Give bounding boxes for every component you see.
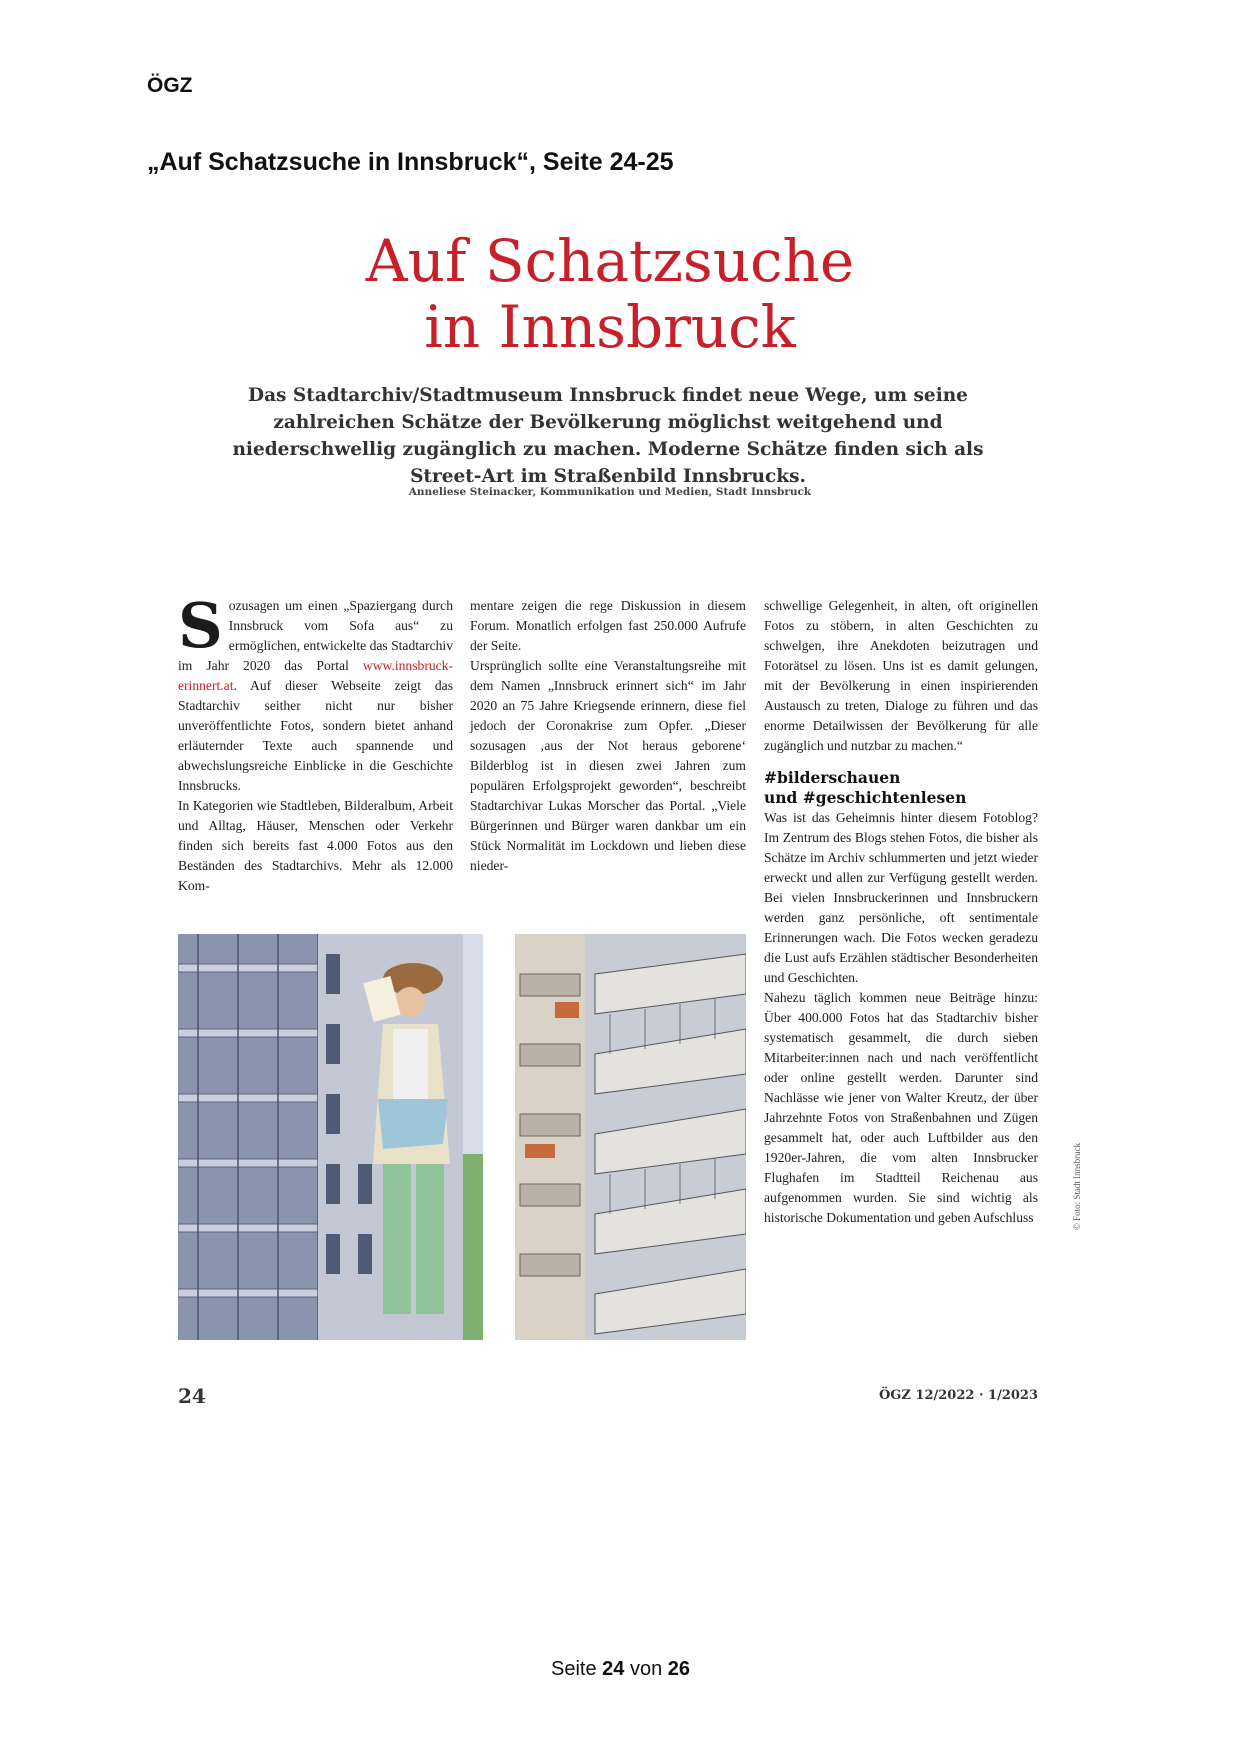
- photo-credit: © Foto: Stadt Innsbruck: [1072, 1142, 1082, 1230]
- footer-prefix: Seite: [550, 1658, 603, 1680]
- article-title-line-2: in Innsbruck: [424, 293, 796, 361]
- balconies-photo-graphic: [515, 934, 746, 1340]
- paragraph: Was ist das Geheimnis hinter diesem Fotoblog? Im Zentrum des Blogs stehen Fotos, die bisher als Schätze im Archiv schlummerten und jetzt wieder erweckt und allen zur Verfügung gestellt werden. Bei vielen Innsbruckerinnen und Innsbruckern werden ganz persönliche, oft sentimentale Erinnerungen wach. Die Fotos wecken geradezu die Lust aufs Erzählen städtischer Besonderheiten und Geschichten.: [764, 810, 1038, 985]
- footer-current-page: 24: [602, 1658, 625, 1680]
- article-column-1: [178, 589, 453, 896]
- text-run: ozusagen um einen „Spaziergang durch Innsbruck vom Sofa aus“ zu ermöglichen, entwickelte das Stadtarchiv im Jahr 2020 das Portal: [178, 598, 453, 673]
- document-page-footer: [0, 1658, 1241, 1681]
- footer-middle: von: [624, 1658, 668, 1680]
- mural-photo-graphic: [178, 934, 483, 1340]
- article-byline: Anneliese Steinacker, Kommunikation und Medien, Stadt Innsbruck: [408, 486, 812, 498]
- article-column-3: [764, 596, 1038, 1228]
- document-section-title: „Auf Schatzsuche in Innsbruck“, Seite 24-25: [147, 148, 674, 176]
- subheading-line-1: #bilderschauen: [764, 768, 901, 787]
- article-title: [200, 228, 1020, 360]
- paragraph: In Kategorien wie Stadtleben, Bilderalbum, Arbeit und Alltag, Häuser, Menschen oder Verkehr finden sich bereits fast 4.000 Fotos aus den Beständen des Stadtarchivs. Mehr als 12.000 Kom-: [178, 798, 453, 893]
- paragraph: mentare zeigen die rege Diskussion in diesem Forum. Monatlich erfolgen fast 250.000 Aufrufe der Seite.: [470, 598, 746, 653]
- text-run: . Auf dieser Webseite zeigt das Stadtarchiv seither nicht nur bisher unveröffentlichte Fotos, sondern bietet anhand erläuternder Texte auch spannende und abwechslungsreiche Einblicke in die Geschichte Innsbrucks.: [178, 678, 453, 793]
- drop-cap: S: [178, 589, 223, 662]
- mural-photo: [178, 934, 483, 1340]
- paragraph: Ursprünglich sollte eine Veranstaltungsreihe mit dem Namen „Innsbruck erinnert sich“ im Jahr 2020 an 75 Jahre Kriegsende erinnern, diese fiel jedoch der Coronakrise zum Opfer. „Dieser sozusagen ‚aus der Not heraus geborene‘ Bilderblog ist in diesen zwei Jahren zum populären Erfolgsprojekt geworden“, beschreibt Stadtarchivar Lukas Morscher das Portal. „Viele Bürgerinnen und Bürger waren dankbar um ein Stück Normalität im Lockdown und lieben diese nieder-: [470, 658, 746, 873]
- magazine-issue: ÖGZ 12/2022 · 1/2023: [878, 1388, 1038, 1403]
- paragraph: Nahezu täglich kommen neue Beiträge hinzu: Über 400.000 Fotos hat das Stadtarchiv bisher systematisch gesammelt, die durch sieben Mitarbeiter:innen nach und nach veröffentlicht oder online gestellt werden. Darunter sind Nachlässe wie jener von Walter Kreutz, der über Jahrzehnte Fotos von Straßenbahnen und Zügen gesammelt hat, oder auch Luftbilder aus den 1920er-Jahren, die vom alten Innsbrucker Flughafen im Stadtteil Reichenau aus aufgenommen wurden. Sie sind wichtig als historische Dokumentation und geben Aufschluss: [764, 990, 1038, 1225]
- portal-link[interactable]: www.innsbruck-erinnert.at: [178, 658, 453, 693]
- section-subheading: [764, 768, 1038, 808]
- magazine-page-number: 24: [178, 1384, 206, 1408]
- paragraph: [178, 589, 453, 796]
- subheading-line-2: und #geschichtenlesen: [764, 788, 967, 807]
- document-header-label: ÖGZ: [147, 74, 193, 97]
- article-lead: Das Stadtarchiv/Stadtmuseum Innsbruck findet neue Wege, um seine zahlreichen Schätze der Bevölkerung möglichst weitgehend und niederschwellig zugänglich zu machen. Moderne Schätze finden sich als Street-Art im Straßenbild Innsbrucks.: [232, 385, 984, 487]
- balconies-photo: [515, 934, 746, 1340]
- article-title-line-1: Auf Schatzsuche: [365, 227, 855, 295]
- paragraph: schwellige Gelegenheit, in alten, oft originellen Fotos zu stöbern, in alten Geschichten zu schwelgen, ihre Anekdoten beizutragen und Fotorätsel zu lösen. Uns ist es damit gelungen, mit der Bevölkerung in einen inspirierenden Austausch zu treten, Dialoge zu führen und das enorme Detailwissen der Bevölkerung für alle zugänglich und nutzbar zu machen.“: [764, 598, 1038, 753]
- article-column-2: [470, 596, 746, 876]
- footer-total-pages: 26: [667, 1658, 690, 1680]
